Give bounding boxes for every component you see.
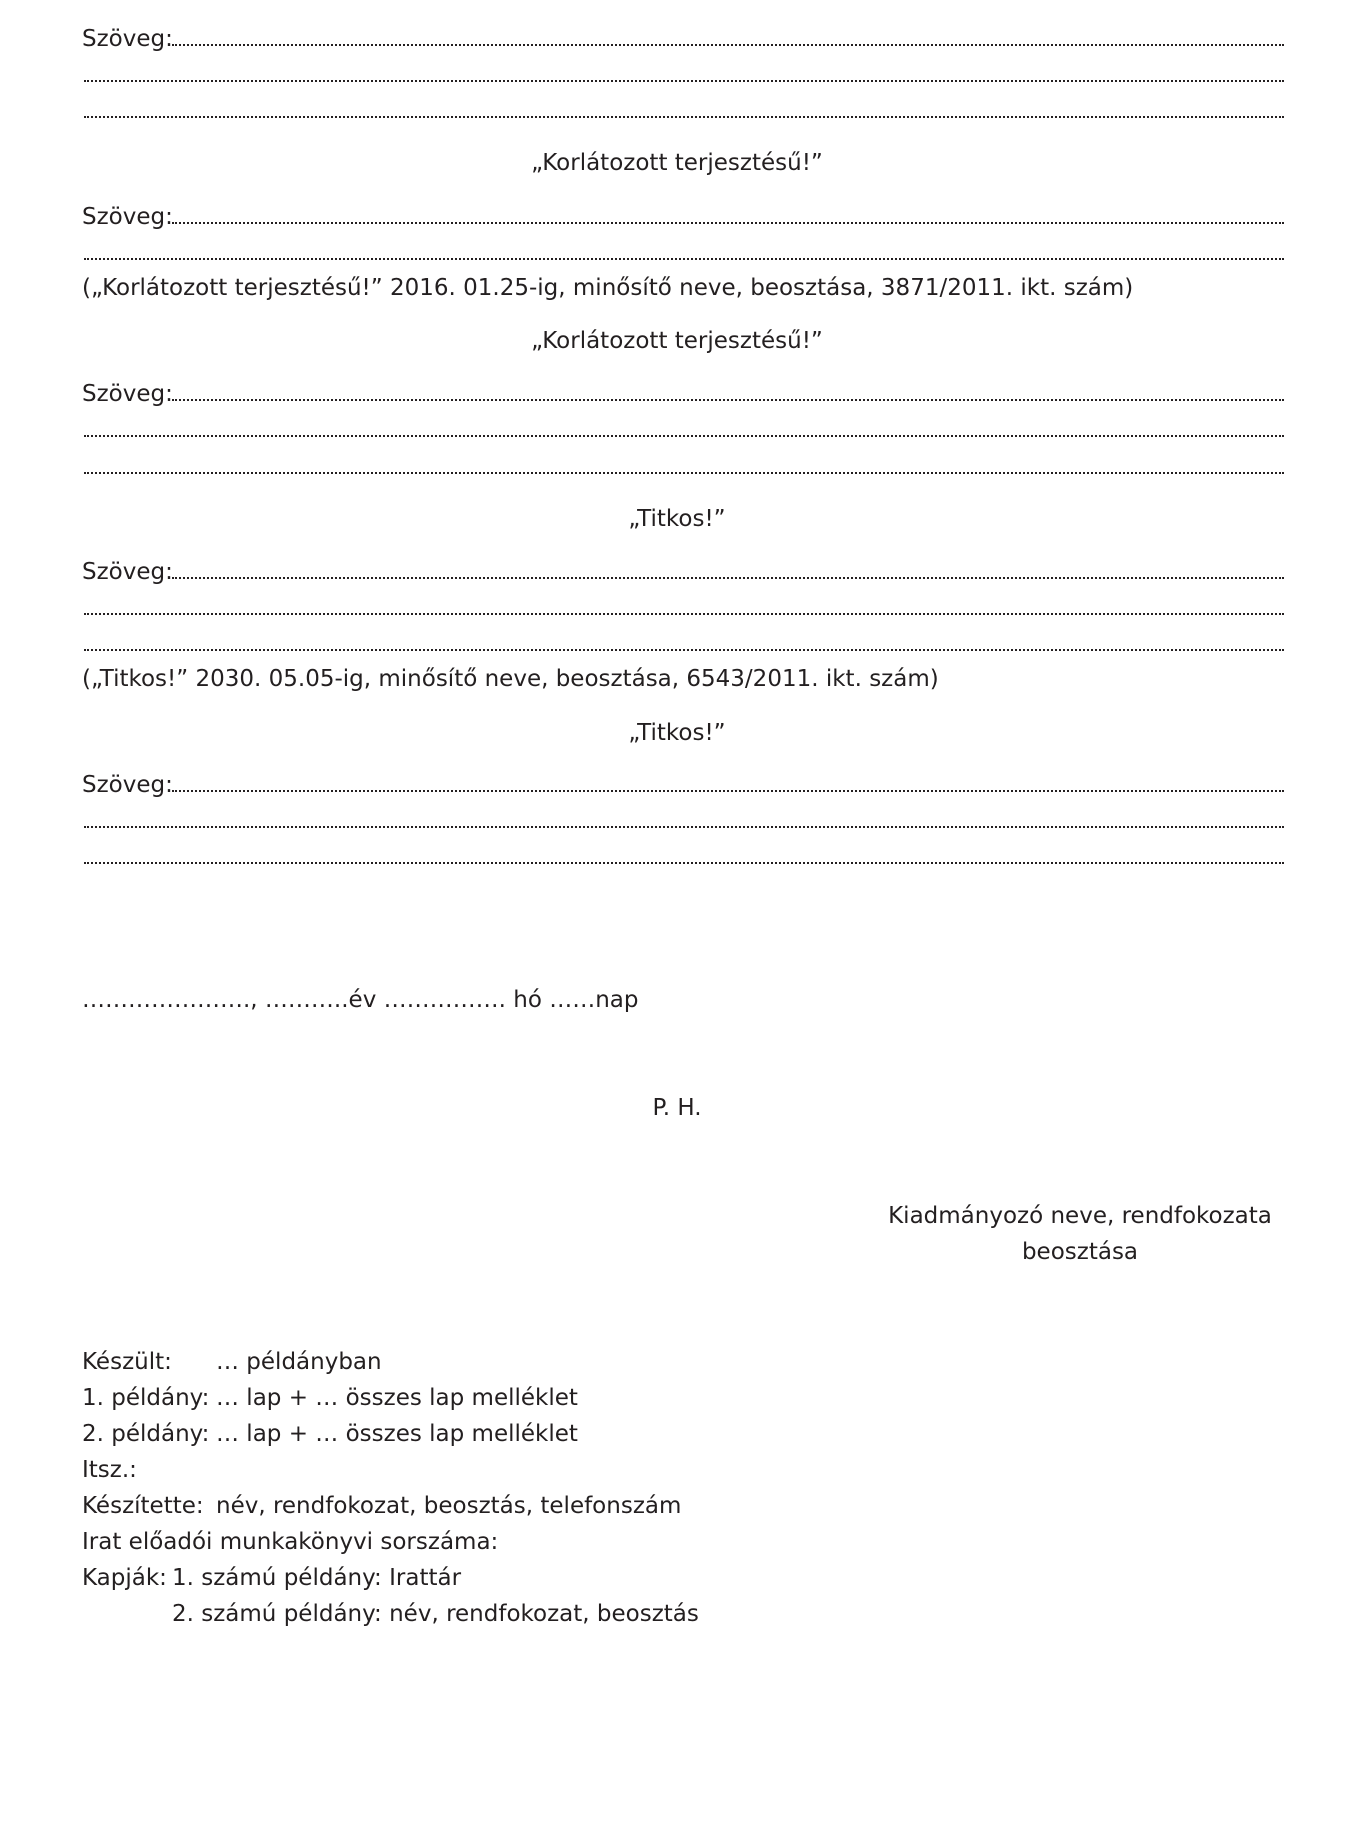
classification-heading: „Titkos!” [628,506,726,532]
kapjak-label: Kapják: [82,1565,167,1591]
kapjak-item-1: 1. számú példány: Irattár [172,1565,462,1591]
dotted-line [84,435,1284,437]
classification-note: („Titkos!” 2030. 05.05-ig, minősítő neve, beosztása, 6543/2011. ikt. szám) [82,666,939,692]
signature-block [880,1198,1280,1270]
keszult-label: Készült: [82,1349,172,1375]
keszitette-label: Készítette: [82,1493,204,1519]
stamp-placeholder: P. H. [652,1095,702,1121]
signature-line-1: Kiadmányozó neve, rendfokozata [888,1203,1272,1229]
text-label: Szöveg: [82,381,173,407]
dotted-line [84,116,1284,118]
classification-note: („Korlátozott terjesztésű!” 2016. 01.25-ig, minősítő neve, beosztása, 3871/2011. ikt. szám) [82,275,1134,301]
dotted-line [84,613,1284,615]
classification-heading: „Korlátozott terjesztésű!” [531,150,823,176]
text-label: Szöveg: [82,772,173,798]
dotted-line [172,790,1284,792]
copy1-label: 1. példány: [82,1385,210,1411]
copy1-value: … lap + … összes lap melléklet [216,1385,578,1411]
dotted-line [84,862,1284,864]
dotted-line [84,80,1284,82]
copy2-label: 2. példány: [82,1421,210,1447]
dotted-line [172,44,1284,46]
dotted-line [172,399,1284,401]
dotted-line [172,222,1284,224]
copy2-value: … lap + … összes lap melléklet [216,1421,578,1447]
itsz-label: Itsz.: [82,1457,137,1483]
munkakonyv-label: Irat előadói munkakönyvi sorszáma: [82,1529,499,1555]
dotted-line [84,649,1284,651]
signature-line-2: beosztása [1021,1239,1139,1265]
text-label: Szöveg: [82,559,173,585]
classification-heading: „Korlátozott terjesztésű!” [531,328,823,354]
keszitette-value: név, rendfokozat, beosztás, telefonszám [216,1493,682,1519]
dotted-line [172,577,1284,579]
classification-heading: „Titkos!” [628,720,726,746]
date-line: …………………., ………..év ……………. hó ……nap [82,987,639,1013]
text-label: Szöveg: [82,204,173,230]
text-label: Szöveg: [82,26,173,52]
keszult-value: … példányban [216,1349,382,1375]
kapjak-item-2: 2. számú példány: név, rendfokozat, beosztás [172,1601,699,1627]
dotted-line [84,826,1284,828]
dotted-line [84,258,1284,260]
dotted-line [84,472,1284,474]
